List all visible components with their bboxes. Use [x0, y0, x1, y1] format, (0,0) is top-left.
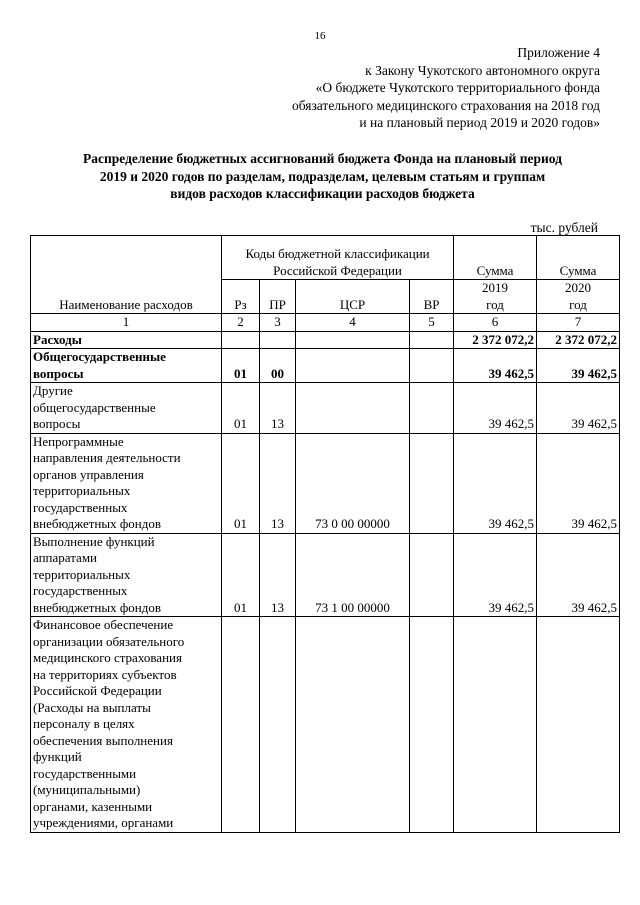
- row-s2020: 39 462,5: [537, 349, 620, 383]
- budget-table: [30, 235, 620, 833]
- appendix-header: [292, 44, 600, 132]
- row-pr: [260, 331, 296, 349]
- row-s2019: [454, 617, 537, 833]
- row-rz: [222, 617, 260, 833]
- row-rz: 01: [222, 383, 260, 434]
- column-number: 1: [31, 314, 222, 332]
- row-pr: 13: [260, 433, 296, 533]
- row-s2019: 39 462,5: [454, 533, 537, 617]
- appendix-line: к Закону Чукотского автономного округа: [365, 62, 600, 78]
- row-vr: [410, 617, 454, 833]
- row-csr: 73 1 00 00000: [296, 533, 410, 617]
- row-vr: [410, 533, 454, 617]
- header-sum-2019: Сумма: [454, 236, 537, 280]
- table-row: [31, 349, 620, 383]
- units-label: тыс. рублей: [530, 220, 598, 235]
- column-number: 7: [537, 314, 620, 332]
- row-csr: [296, 383, 410, 434]
- row-name: Расходы: [31, 331, 222, 349]
- header-csr: ЦСР: [296, 280, 410, 314]
- header-pr: ПР: [260, 280, 296, 314]
- header-vr: ВР: [410, 280, 454, 314]
- row-s2020: 39 462,5: [537, 433, 620, 533]
- header-name: Наименование расходов: [31, 236, 222, 314]
- row-name: Другие общегосударственные вопросы: [31, 383, 222, 434]
- header-year-2020: 2020 год: [537, 280, 620, 314]
- appendix-line: «О бюджете Чукотского территориального фонда: [315, 80, 600, 95]
- row-name: Общегосударственные вопросы: [31, 349, 222, 383]
- row-rz: 01: [222, 349, 260, 383]
- column-number: 5: [410, 314, 454, 332]
- row-s2019: 39 462,5: [454, 349, 537, 383]
- row-s2019: 39 462,5: [454, 383, 537, 434]
- row-pr: 13: [260, 533, 296, 617]
- table-row: [31, 383, 620, 434]
- row-csr: 73 0 00 00000: [296, 433, 410, 533]
- row-rz: 01: [222, 533, 260, 617]
- table-row: [31, 533, 620, 617]
- title-line: Распределение бюджетных ассигнований бюджета Фонда на плановый период: [83, 151, 562, 166]
- row-s2020: 39 462,5: [537, 533, 620, 617]
- row-vr: [410, 383, 454, 434]
- column-number: 4: [296, 314, 410, 332]
- row-csr: [296, 331, 410, 349]
- header-row: [31, 236, 620, 280]
- title-line: видов расходов классификации расходов бюджета: [170, 186, 475, 201]
- row-pr: [260, 617, 296, 833]
- header-rz: Рз: [222, 280, 260, 314]
- row-s2019: 39 462,5: [454, 433, 537, 533]
- row-name: Непрограммные направления деятельности органов управления территориальных государственных внебюджетных фондов: [31, 433, 222, 533]
- row-csr: [296, 349, 410, 383]
- row-s2020: 2 372 072,2: [537, 331, 620, 349]
- table-row: [31, 331, 620, 349]
- appendix-line: обязательного медицинского страхования на 2018 год: [291, 97, 600, 113]
- appendix-line: и на плановый период 2019 и 2020 годов»: [359, 115, 600, 130]
- table-row: [31, 433, 620, 533]
- row-vr: [410, 349, 454, 383]
- budget-rows: [31, 331, 620, 832]
- title-line: 2019 и 2020 годов по разделам, подразделам, целевым статьям и группам: [99, 168, 546, 184]
- row-rz: 01: [222, 433, 260, 533]
- column-numbers-row: [31, 314, 620, 332]
- row-name: Финансовое обеспечение организации обязательного медицинского страхования на территориях субъектов Российской Федерации (Расходы на выплаты персоналу в целях обеспечения выполнения функций государственными (муниципальными) органами, казенными учреждениями, органами: [31, 617, 222, 833]
- row-s2020: 39 462,5: [537, 383, 620, 434]
- header-year-2019: 2019 год: [454, 280, 537, 314]
- row-name: Выполнение функций аппаратами территориальных государственных внебюджетных фондов: [31, 533, 222, 617]
- row-pr: 13: [260, 383, 296, 434]
- row-s2019: 2 372 072,2: [454, 331, 537, 349]
- column-number: 2: [222, 314, 260, 332]
- column-number: 6: [454, 314, 537, 332]
- row-rz: [222, 331, 260, 349]
- row-pr: 00: [260, 349, 296, 383]
- row-csr: [296, 617, 410, 833]
- document-title: [40, 150, 605, 203]
- row-vr: [410, 331, 454, 349]
- page-number: 16: [314, 30, 326, 42]
- table-row: [31, 617, 620, 833]
- header-sum-2020: Сумма: [537, 236, 620, 280]
- row-vr: [410, 433, 454, 533]
- column-number: 3: [260, 314, 296, 332]
- row-s2020: [537, 617, 620, 833]
- header-codes: Коды бюджетной классификации Российской Федерации: [222, 236, 454, 280]
- appendix-line: Приложение 4: [517, 45, 600, 60]
